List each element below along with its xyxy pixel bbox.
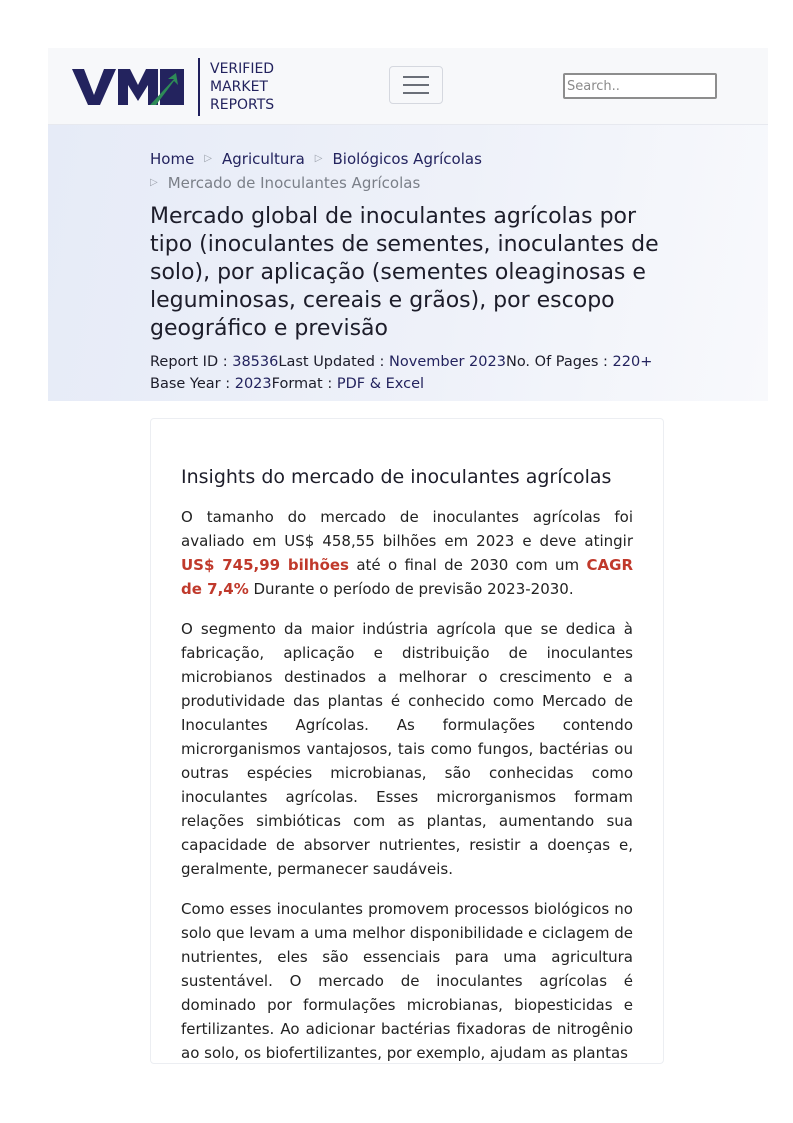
insights-card [150, 418, 664, 1064]
format-label: Format : [271, 376, 337, 392]
cagr-highlight: CAGR de 7,4% [181, 556, 633, 598]
pages-label: No. Of Pages : [505, 354, 613, 370]
hamburger-icon-bar-3 [403, 92, 429, 94]
pages-value: 220+ [612, 354, 653, 370]
market-value-highlight: US$ 745,99 bilhões [181, 556, 349, 574]
insights-paragraph-3: Como esses inoculantes promovem processos biológicos no solo que levam a uma melhor disponibilidade e ciclagem de nutrientes, eles são essenciais para uma agricultura sustentável. O mercado de inoculantes agrícolas é dominado por formulações microbianas, biopesticidas e fertilizantes. Ao adicionar bactérias fixadoras de nitrogênio ao solo, os biofertilizantes, por exemplo, ajudam as plantas [181, 900, 633, 1062]
vmr-logo-icon [72, 67, 184, 107]
updated-label: Last Updated : [278, 354, 390, 370]
chevron-right-icon: ▷ [150, 177, 158, 188]
breadcrumb [150, 147, 670, 195]
p1-text-a: O tamanho do mercado de inoculantes agrícolas foi avaliado em US$ 458,55 bilhões em 2023 e deve atingir [181, 508, 633, 550]
base-year-label: Base Year : [150, 376, 235, 392]
hamburger-icon-bar-1 [403, 76, 429, 78]
hamburger-icon-bar-2 [403, 84, 429, 86]
menu-toggle-button[interactable] [389, 66, 443, 104]
logo-line-3: REPORTS [210, 97, 275, 113]
p1-text-b: até o final de 2030 com um [348, 556, 587, 574]
breadcrumb-biologicos[interactable]: Biológicos Agrícolas [332, 150, 482, 168]
report-hero [48, 125, 768, 401]
breadcrumb-home[interactable]: Home [150, 150, 195, 168]
search-input[interactable] [563, 73, 717, 99]
p1-text-c: Durante o período de previsão 2023-2030. [248, 580, 574, 598]
logo-text [210, 60, 274, 114]
logo-line-1: VERIFIED [210, 61, 275, 77]
page [48, 48, 768, 1062]
updated-value: November 2023 [389, 354, 506, 370]
format-value: PDF & Excel [336, 376, 425, 392]
site-header [48, 48, 768, 125]
report-meta [150, 351, 670, 395]
page-title: Mercado global de inoculantes agrícolas por tipo (inoculantes de sementes, inoculantes de solo), por aplicação (sementes oleaginosas e leguminosas, cereais e grãos), por escopo geográfico e previsão [150, 204, 659, 341]
report-id-value: 38536 [232, 354, 279, 370]
base-year-value: 2023 [234, 376, 272, 392]
insights-paragraph-2: O segmento da maior indústria agrícola que se dedica à fabricação, aplicação e distribuição de inoculantes microbianos destinados a melhorar o crescimento e a produtividade das plantas é conhecido como Mercado de Inoculantes Agrícolas. As formulações contendo microrganismos vantajosos, tais como fungos, bactérias ou outras espécies microbianas, são conhecidas como inoculantes agrícolas. Esses microrganismos formam relações simbióticas com as plantas, aumentando sua capacidade de absorver nutrientes, resistir a doenças e, geralmente, permanecer saudáveis. [181, 620, 633, 878]
chevron-right-icon: ▷ [204, 153, 212, 164]
insights-paragraph-1 [181, 505, 633, 601]
logo[interactable] [72, 58, 282, 116]
logo-line-2: MARKET [210, 79, 268, 95]
logo-divider [198, 58, 200, 116]
breadcrumb-current: Mercado de Inoculantes Agrícolas [167, 174, 421, 192]
insights-heading: Insights do mercado de inoculantes agrícolas [181, 466, 612, 488]
chevron-right-icon: ▷ [314, 153, 323, 164]
breadcrumb-agricultura[interactable]: Agricultura [222, 150, 305, 168]
report-id-label: Report ID : [150, 354, 233, 370]
